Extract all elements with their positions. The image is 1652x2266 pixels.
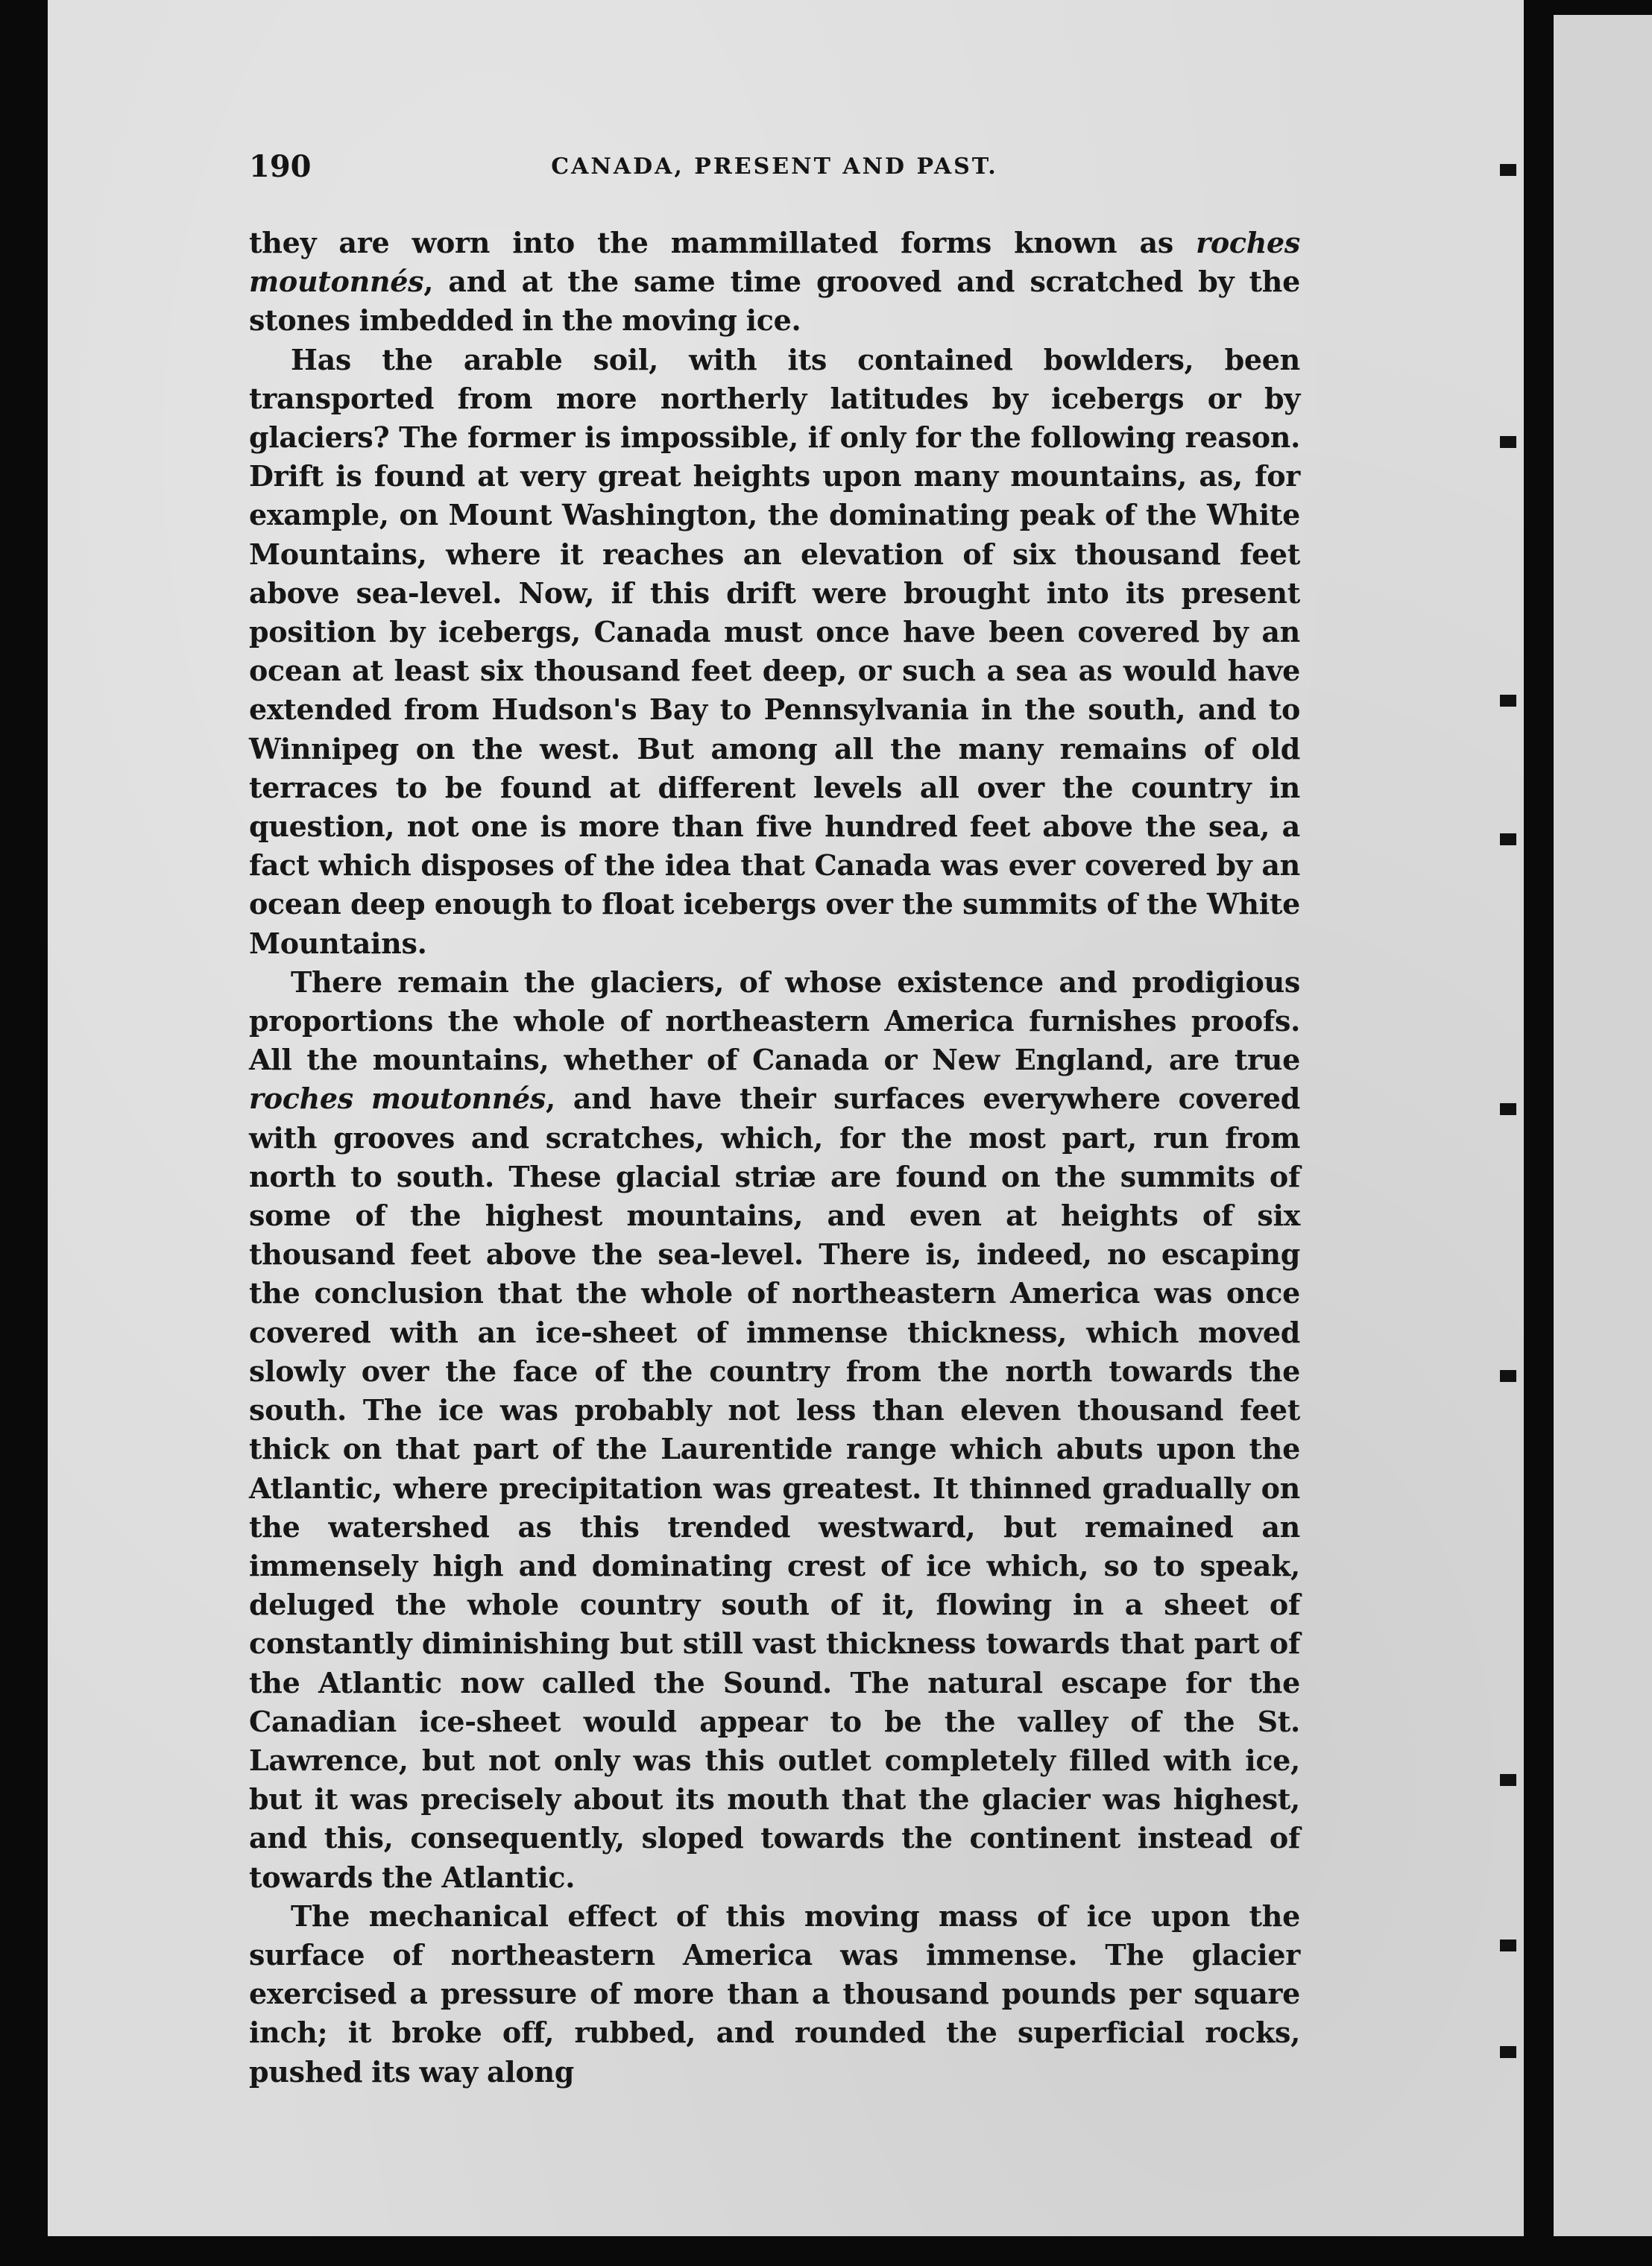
page-header xyxy=(249,149,1300,194)
page-number: 190 xyxy=(249,149,312,184)
gutter-mark xyxy=(1500,1370,1516,1382)
paragraph: The mechanical effect of this moving mass of ice upon the surface of northeastern America was immense. The glacier exercised a pressure of more than a thousand pounds per square inch; it broke off, rubbed, and rounded the superficial rocks, pushed its way along xyxy=(249,1899,1300,2089)
gutter-mark xyxy=(1500,436,1516,448)
facing-page-edge xyxy=(1554,15,1652,2236)
paragraph: There remain the glaciers, of whose existence and prodigious proportions the whole of northeastern America furnishes proofs. All the mountains, whether of Canada or New England, are true roches moutonnés, and have their surfaces everywhere covered with grooves and scratches, which, for the most part, run from north to south. These glacial striæ are found on the summits of some of the highest mountains, and even at heights of six thousand feet above the sea-level. There is, indeed, no escaping the conclusion that the whole of northeastern America was once covered with an ice-sheet of immense thickness, which moved slowly over the face of the country from the north towards the south. The ice was probably not less than eleven thousand feet thick on that part of the Laurentide range which abuts upon the Atlantic, where precipitation was greatest. It thinned gradually on the watershed as this trended westward, but remained an immensely high and dominating crest of ice which, so to speak, deluged the whole country south of it, flowing in a sheet of constantly diminishing but still vast thickness towards that part of the Atlantic now called the Sound. The natural escape for the Canadian ice-sheet would appear to be the valley of the St. Lawrence, but not only was this outlet completely filled with ice, but it was precisely about its mouth that the glacier was highest, and this, consequently, sloped towards the continent instead of towards the Atlantic. xyxy=(249,965,1300,1894)
running-head: CANADA, PRESENT AND PAST. xyxy=(551,154,998,180)
book-gutter xyxy=(1524,0,1554,2266)
paragraph: they are worn into the mammillated forms known as roches moutonnés, and at the same time grooved and scratched by the stones imbedded in the moving ice. xyxy=(249,226,1300,338)
paragraph: Has the arable soil, with its contained bowlders, been transported from more northerly latitudes by icebergs or by glaciers? The former is impossible, if only for the following reason. Drift is found at very great heights upon many mountains, as, for example, on Mount Washington, the dominating peak of the White Mountains, where it reaches an elevation of six thousand feet above sea-level. Now, if this drift were brought into its present position by icebergs, Canada must once have been covered by an ocean at least six thousand feet deep, or such a sea as would have extended from Hudson's Bay to Pennsylvania in the south, and to Winnipeg on the west. But among all the many remains of old terraces to be found at different levels all over the country in question, not one is more than five hundred feet above the sea, a fact which disposes of the idea that Canada was ever covered by an ocean deep enough to float icebergs over the summits of the White Mountains. xyxy=(249,342,1300,960)
gutter-mark xyxy=(1500,1103,1516,1115)
gutter-mark xyxy=(1500,1940,1516,1951)
italic-term: roches moutonnés xyxy=(249,226,1300,299)
gutter-mark xyxy=(1500,164,1516,176)
gutter-mark xyxy=(1500,695,1516,707)
italic-term: roches moutonnés xyxy=(249,1082,546,1116)
gutter-mark xyxy=(1500,1774,1516,1786)
body-text xyxy=(249,224,1300,2092)
gutter-mark xyxy=(1500,2046,1516,2058)
gutter-mark xyxy=(1500,833,1516,845)
